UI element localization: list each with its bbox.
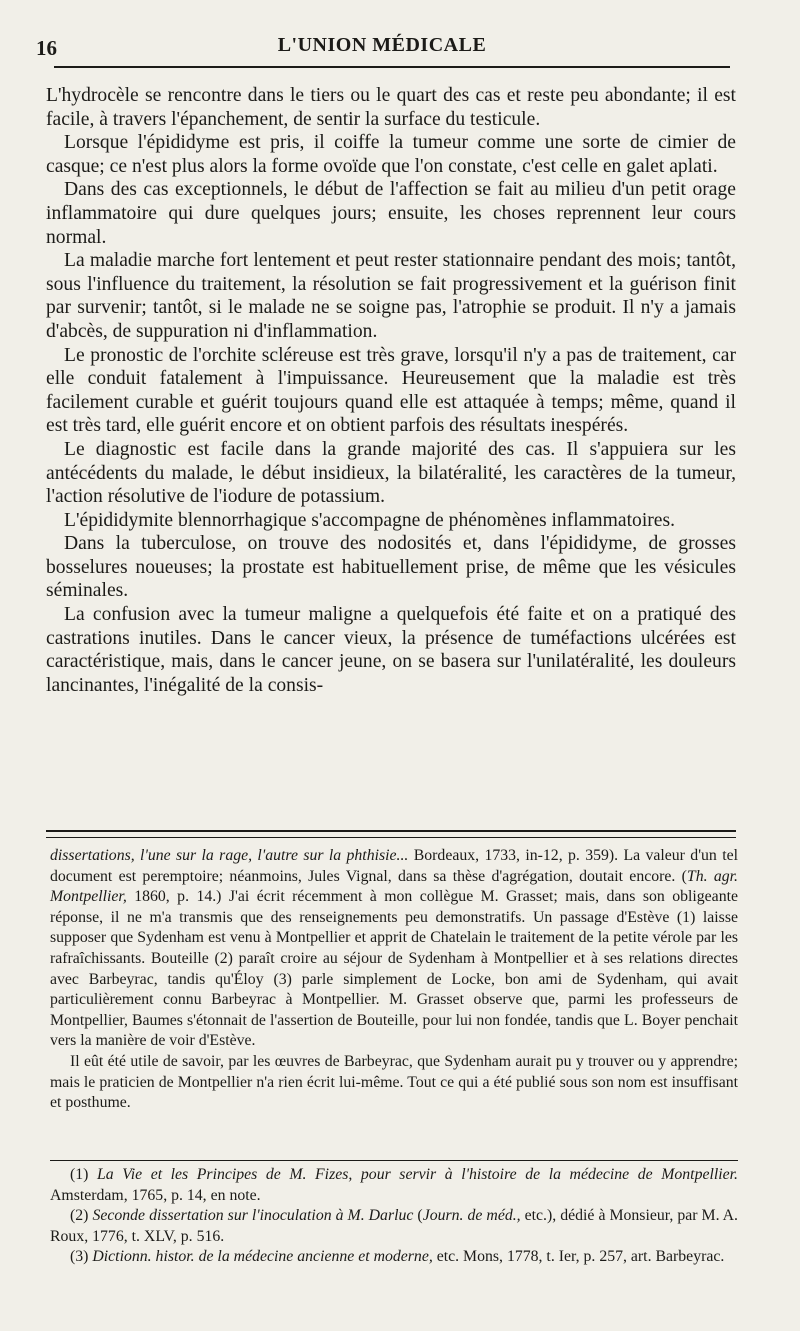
page-header	[34, 30, 730, 70]
footnote-title: La Vie et les Principes de M. Fizes, pour servir à l'histoire de la médecine de Montpellier.	[97, 1166, 739, 1183]
paragraph: Dans des cas exceptionnels, le début de l'affection se fait au milieu d'un petit orage inflammatoire qui dure quelques jours; ensuite, les choses reprennent leur cours normal.	[46, 179, 736, 248]
note-thesis: Th. agr. Montpellier,	[50, 867, 738, 906]
paragraph: La confusion avec la tumeur maligne a quelquefois été faite et on a pratiqué des castrations inutiles. Dans le cancer vieux, la présence de tuméfactions ulcérées est caractéristique, mais, dans le cancer jeune, on se basera sur l'unilatéralité, les douleurs lancinantes, l'inégalité de la consis-	[46, 604, 736, 696]
notes-separator	[46, 830, 736, 838]
footnote-1	[50, 1165, 738, 1206]
paragraph: L'épididymite blennorrhagique s'accompagne de phénomènes inflammatoires.	[64, 509, 676, 531]
footnotes-separator	[50, 1160, 738, 1161]
main-text	[46, 84, 736, 697]
note-text: 1860, p. 14.) J'ai écrit récemment à mon collègue M. Grasset; mais, dans son obligeante réponse, il ne m'a transmis que des renseignements peu demonstratifs. Un passage d'Estève (1) laisse supposer que Sydenham est venu à Montpellier et apprit de Chatelain le traitement de la petite vérole par les rafraîchissants. Bouteille (2) paraît croire au séjour de Sydenham à Montpellier et à ses relations directes avec Barbeyrac, tandis qu'Éloy (3) parle simplement de Locke, bon ami de Sydenham, qui avait particulièrement connu Barbeyrac à Montpellier. M. Grasset observe que, parmi les professeurs de Montpellier, Baumes s'étonnait de l'assertion de Bouteille, pour lui non fondée, tandis que L. Boyer penchait vers la manière de voir d'Estève.	[50, 888, 738, 1050]
footnote-journal: Journ. de méd.,	[422, 1207, 521, 1225]
paragraph: Le diagnostic est facile dans la grande majorité des cas. Il s'appuiera sur les antécédents du malade, le début insidieux, la bilatéralité, les caractères de la tumeur, l'action résolutive de l'iodure de potassium.	[46, 438, 736, 508]
footnotes	[50, 1165, 738, 1268]
note-paragraph: Il eût été utile de savoir, par les œuvres de Barbeyrac, que Sydenham aurait pu y trouver ou y apprendre; mais le praticien de Montpellier n'a rien écrit lui-même. Tout ce qui a été publié sous son nom est insuffisant et posthume.	[50, 1052, 738, 1112]
footnote-title: Seconde dissertation sur l'inoculation à M. Darluc	[92, 1207, 414, 1225]
paragraph: Lorsque l'épididyme est pris, il coiffe la tumeur comme une sorte de cimier de casque; ce n'est plus alors la forme ovoïde que l'on constate, c'est celle en galet aplati.	[46, 132, 736, 177]
note-title: dissertations, l'une sur la rage, l'autre sur la phthisie...	[50, 847, 409, 864]
footnote-text: etc. Mons, 1778, t. Ier, p. 257, art. Barbeyrac.	[432, 1248, 725, 1266]
paragraph: L'hydrocèle se rencontre dans le tiers ou le quart des cas et reste peu abondante; il est facile, à travers l'épanchement, de sentir la surface du testicule.	[46, 85, 736, 130]
footnote-text: (	[413, 1207, 423, 1225]
page-number: 16	[36, 36, 57, 60]
paragraph: Le pronostic de l'orchite scléreuse est très grave, lorsqu'il n'y a pas de traitement, car elle conduit fatalement à l'impuissance. Heureusement que la maladie est très facilement curable et guérit toujours quand elle est attaquée à temps; même, quand il est très tard, elle guérit encore et on obtient parfois des résultats inespérés.	[46, 344, 736, 437]
footnote-number: (1)	[70, 1166, 97, 1183]
running-title: L'UNION MÉDICALE	[277, 34, 487, 56]
footnote-number: (3)	[70, 1248, 93, 1266]
note-paragraph	[50, 846, 738, 1052]
note-text: Bordeaux, 1733, in-12, p. 359). La valeur d'un tel document est peremptoire; néanmoins, Jules Vignal, dans sa thèse d'agrégation, doutait encore. (	[50, 847, 738, 885]
footnote-3	[50, 1247, 738, 1268]
notes-section	[50, 846, 738, 1114]
paragraph: La maladie marche fort lentement et peut rester stationnaire pendant des mois; tantôt, sous l'influence du traitement, la résolution se fait progressivement et la guérison finit par survenir; tantôt, si le malade ne se soigne pas, l'atrophie se produit. Il n'y a jamais d'abcès, de suppuration ni d'inflammation.	[46, 250, 736, 342]
footnote-text: Amsterdam, 1765, p. 14, en note.	[50, 1186, 261, 1204]
header-rule	[54, 66, 730, 68]
paragraph: Dans la tuberculose, on trouve des nodosités et, dans l'épididyme, de grosses bosselures noueuses; la prostate est habituellement prise, de même que les vésicules séminales.	[46, 533, 736, 602]
footnote-number: (2)	[70, 1207, 93, 1225]
footnote-title: Dictionn. histor. de la médecine ancienne et moderne,	[92, 1248, 433, 1266]
footnote-text: etc.), dédié à Monsieur, par M. A. Roux, 1776, t. XLV, p. 516.	[50, 1207, 739, 1245]
footnote-2	[50, 1206, 738, 1247]
